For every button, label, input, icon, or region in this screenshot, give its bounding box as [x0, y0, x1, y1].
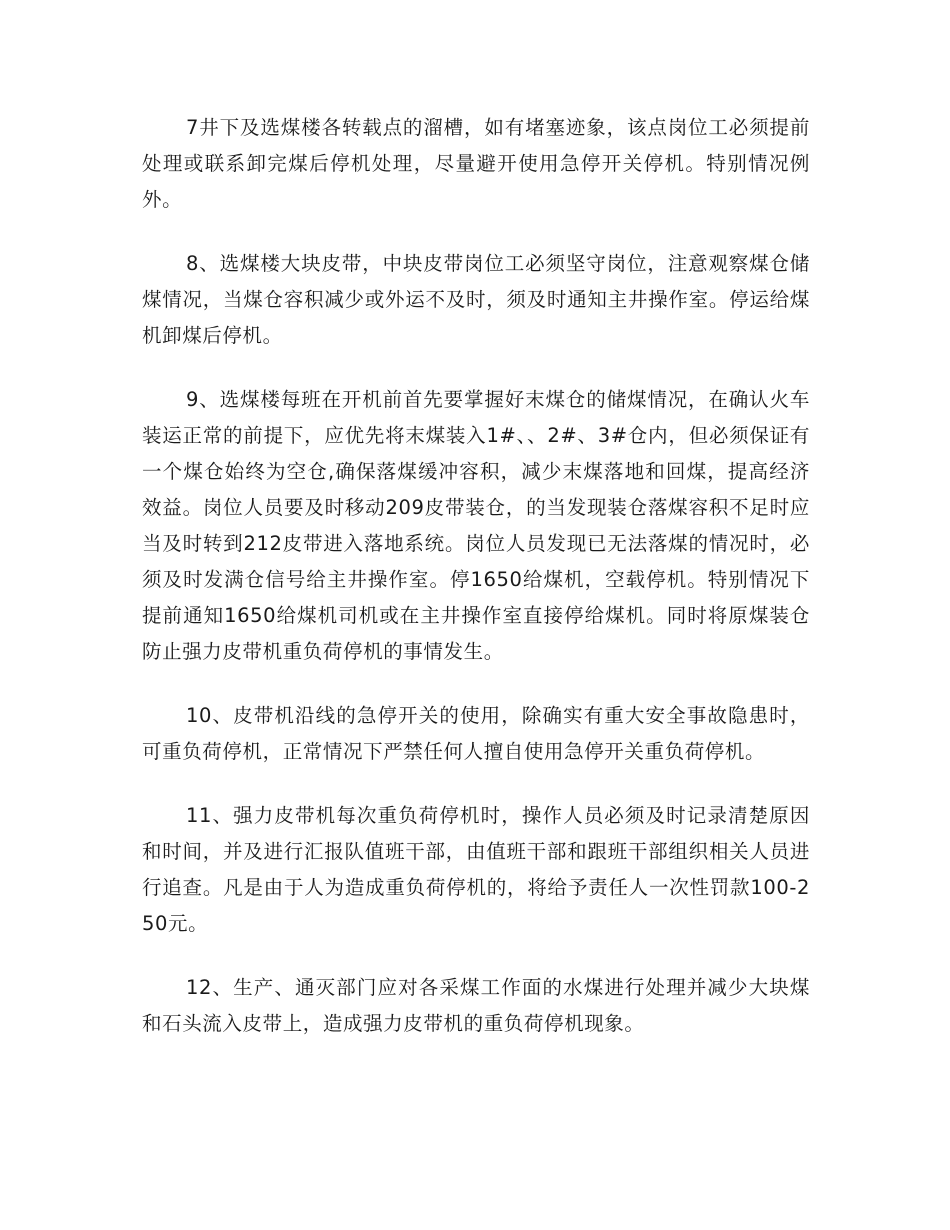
- document-body: [142, 110, 810, 1070]
- paragraph-7: 7井下及选煤楼各转载点的溜槽，如有堵塞迹象，该点岗位工必须提前处理或联系卸完煤后停机处理，尽量避开使用急停开关停机。特别情况例外。: [142, 116, 810, 211]
- paragraph-9: 9、选煤楼每班在开机前首先要掌握好末煤仓的储煤情况，在确认火车装运正常的前提下，应优先将末煤装入1#、、2#、3#仓内，但必须保证有一个煤仓始终为空仓,确保落煤缓冲容积，减少末煤落地和回煤，提高经济效益。岗位人员要及时移动209皮带装仓，的当发现装仓落煤容积不足时应当及时转到212皮带进入落地系统。岗位人员发现已无法落煤的情况时，必须及时发满仓信号给主井操作室。停1650给煤机，空载停机。特别情况下提前通知1650给煤机司机或在主井操作室直接停给煤机。同时将原煤装仓防止强力皮带机重负荷停机的事情发生。: [142, 388, 810, 663]
- paragraph-12: 12、生产、通灭部门应对各采煤工作面的水煤进行处理并减少大块煤和石头流入皮带上，造成强力皮带机的重负荷停机现象。: [142, 976, 810, 1035]
- paragraph-11: 11、强力皮带机每次重负荷停机时，操作人员必须及时记录清楚原因和时间，并及进行汇报队值班干部，由值班干部和跟班干部组织相关人员进行追查。凡是由于人为造成重负荷停机的，将给予责任人一次性罚款100-250元。: [142, 804, 810, 935]
- paragraph-8: 8、选煤楼大块皮带，中块皮带岗位工必须坚守岗位，注意观察煤仓储煤情况，当煤仓容积减少或外运不及时，须及时通知主井操作室。停运给煤机卸煤后停机。: [142, 252, 810, 347]
- paragraph-10: 10、皮带机沿线的急停开关的使用，除确实有重大安全事故隐患时，可重负荷停机，正常情况下严禁任何人擅自使用急停开关重负荷停机。: [142, 704, 810, 763]
